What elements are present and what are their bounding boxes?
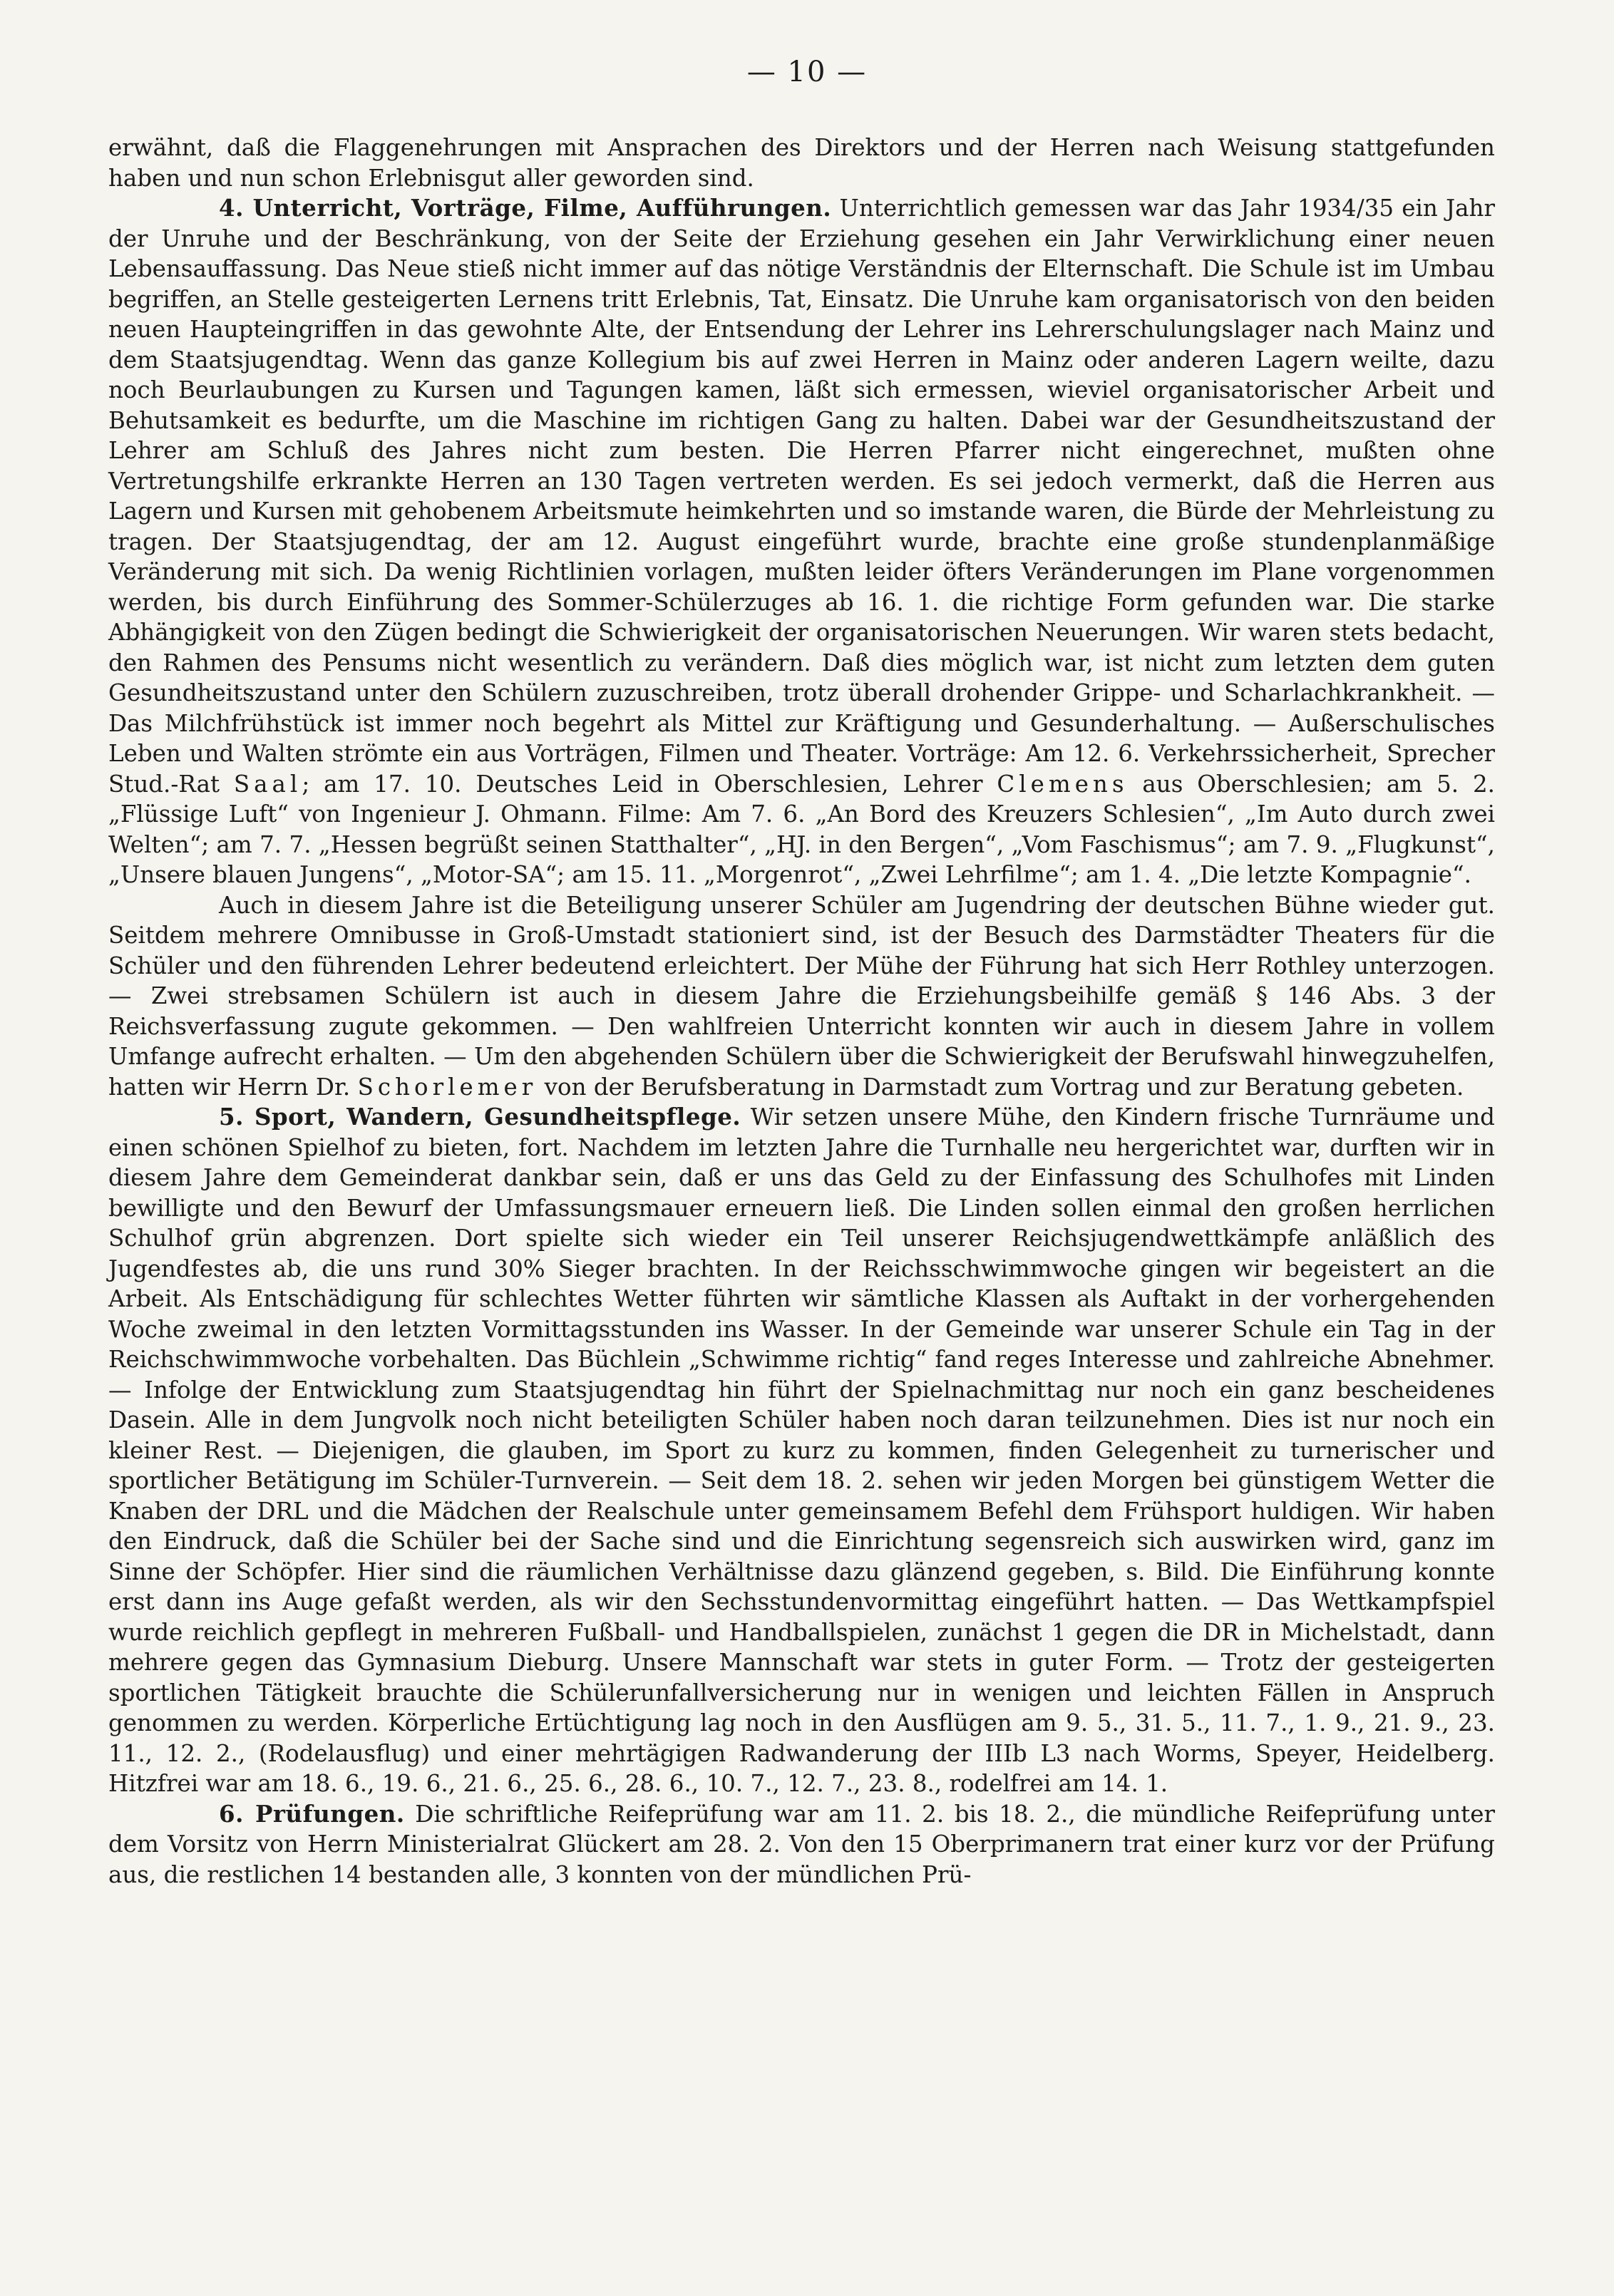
section-4-p2-text-a: Auch in diesem Jahre ist die Beteiligung unserer Schüler am Jugendring der deutschen Bühne wieder gut. Seitdem mehrere Omnibusse in Groß-Umstadt stationiert sind, ist der Besuch des Darmstädter Theaters für die Schüler und den führenden Lehrer bedeutend erleichtert. Der Mühe der Führung hat sich Herr Rothley unterzogen. — Zwei strebsamen Schülern ist auch in diesem Jahre die Erziehungsbeihilfe gemäß § 146 Abs. 3 der Reichsverfassung zugute gekommen. — Den wahlfreien Unterricht konnten wir auch in diesem Jahre in vollem Umfange aufrecht erhalten. — Um den abgehenden Schülern über die Schwierigkeit der Berufswahl hinwegzuhelfen, hatten wir Herrn Dr. — [108, 891, 1495, 1101]
section-6-text: Die schriftliche Reifeprüfung war am 11. 2. bis 18. 2., die mündliche Reifeprüfung unter dem Vorsitz von Herrn Ministerialrat Glückert am 28. 2. Von den 15 Oberprimanern trat einer kurz vor der Prüfung aus, die restlichen 14 bestanden alle, 3 konnten von der mündlichen Prü- — [108, 1800, 1495, 1888]
section-6-heading: 6. Prüfungen. — [219, 1799, 405, 1828]
section-4-text-c: aus Oberschlesien; am 5. 2. „Flüssige Luft“ von Ingenieur J. Ohmann. Filme: Am 7. 6. „An Bord des Kreuzers Schlesien“, „Im Auto durch zwei Welten“; am 7. 7. „Hessen begrüßt seinen Statthalter“, „HJ. in den Bergen“, „Vom Faschismus“; am 7. 9. „Flugkunst“, „Unsere blauen Jungens“, „Motor-SA“; am 15. 11. „Morgenrot“, „Zwei Lehrfilme“; am 1. 4. „Die letzte Kompagnie“. — [108, 770, 1495, 888]
document-body — [108, 133, 1495, 1890]
section-4-paragraph — [108, 193, 1495, 890]
section-5-heading: 5. Sport, Wandern, Gesundheitspflege. — [219, 1103, 741, 1131]
section-4-heading: 4. Unterricht, Vorträge, Filme, Aufführungen. — [219, 194, 832, 222]
intro-paragraph: erwähnt, daß die Flaggenehrungen mit Ansprachen des Direktors und der Herren nach Weisung stattgefunden haben und nun schon Erlebnisgut aller geworden sind. — [108, 134, 1495, 192]
section-4-p2-text-b: von der Berufsberatung in Darmstadt zum Vortrag und zur Beratung gebeten. — [537, 1073, 1464, 1101]
section-4-text-b: ; am 17. 10. Deutsches Leid in Oberschlesien, Lehrer — [302, 770, 997, 798]
speaker-name-saal: Saal — [233, 770, 302, 798]
section-6-paragraph — [108, 1799, 1495, 1890]
section-4-paragraph-2 — [108, 890, 1495, 1103]
page-number: — 10 — — [746, 56, 868, 88]
section-5-paragraph — [108, 1102, 1495, 1799]
section-4-text-a: Unterrichtlich gemessen war das Jahr 1934/35 ein Jahr der Unruhe und der Beschränkung, von der Seite der Erziehung gesehen ein Jahr Verwirklichung einer neuen Lebensauffassung. Das Neue stieß nicht immer auf das nötige Verständnis der Elternschaft. Die Schule ist im Umbau begriffen, an Stelle gesteigerten Lernens tritt Erlebnis, Tat, Einsatz. Die Unruhe kam organisatorisch von den beiden neuen Haupteingriffen in das gewohnte Alte, der Entsendung der Lehrer ins Lehrerschulungslager nach Mainz und dem Staatsjugendtag. Wenn das ganze Kollegium bis auf zwei Herren in Mainz oder anderen Lagern weilte, dazu noch Beurlaubungen zu Kursen und Tagungen kamen, läßt sich ermessen, wieviel organisatorischer Arbeit und Behutsamkeit es bedurfte, um die Maschine im richtigen Gang zu halten. Dabei war der Gesundheitszustand der Lehrer am Schluß des Jahres nicht zum besten. Die Herren Pfarrer nicht eingerechnet, mußten ohne Vertretungshilfe erkrankte Herren an 130 Tagen vertreten werden. Es sei jedoch vermerkt, daß die Herren aus Lagern und Kursen mit gehobenem Arbeitsmute heimkehrten und so imstande waren, die Bürde der Mehrleistung zu tragen. Der Staatsjugendtag, der am 12. August eingeführt wurde, brachte eine große stundenplanmäßige Veränderung mit sich. Da wenig Richtlinien vorlagen, mußten leider öfters Veränderungen im Plane vorgenommen werden, bis durch Einführung des Sommer-Schülerzuges ab 16. 1. die richtige Form gefunden war. Die starke Abhängigkeit von den Zügen bedingt die Schwierigkeit der organisatorischen Neuerungen. Wir waren stets bedacht, den Rahmen des Pensums nicht wesentlich zu verändern. Daß dies möglich war, ist nicht zum letzten dem guten Gesundheitszustand unter den Schülern zuzuschreiben, trotz überall drohender Grippe- und Scharlachkrankheit. — Das Milchfrühstück ist immer noch begehrt als Mittel zur Kräftigung und Gesunderhaltung. — Außerschulisches Leben und Walten strömte ein aus Vorträgen, Filmen und Theater. Vorträge: Am 12. 6. Verkehrssicherheit, Sprecher Stud.-Rat — [108, 195, 1495, 798]
speaker-name-clemens: Clemens — [997, 770, 1129, 798]
section-5-text: Wir setzen unsere Mühe, den Kindern frische Turnräume und einen schönen Spielhof zu bieten, fort. Nachdem im letzten Jahre die Turnhalle neu hergerichtet war, durften wir in diesem Jahre dem Gemeinderat dankbar sein, daß er uns das Geld zu der Einfassung des Schulhofes mit Linden bewilligte und den Bewurf der Umfassungsmauer erneuern ließ. Die Linden sollen einmal den großen herrlichen Schulhof grün abgrenzen. Dort spielte sich wieder ein Teil unserer Reichsjugendwettkämpfe anläßlich des Jugendfestes ab, die uns rund 30% Sieger brachten. In der Reichsschwimmwoche gingen wir begeistert an die Arbeit. Als Entschädigung für schlechtes Wetter führten wir sämtliche Klassen als Auftakt in der vorhergehenden Woche zweimal in den letzten Vormittagsstunden ins Wasser. In der Gemeinde war unserer Schule ein Tag in der Reichschwimmwoche vorbehalten. Das Büchlein „Schwimme richtig“ fand reges Interesse und zahlreiche Abnehmer. — Infolge der Entwicklung zum Staatsjugendtag hin führt der Spielnachmittag nur noch ein ganz bescheidenes Dasein. Alle in dem Jungvolk noch nicht beteiligten Schüler haben noch daran teilzunehmen. Dies ist nur noch ein kleiner Rest. — Diejenigen, die glauben, im Sport zu kurz zu kommen, finden Gelegenheit zu turnerischer und sportlicher Betätigung im Schüler-Turnverein. — Seit dem 18. 2. sehen wir jeden Morgen bei günstigem Wetter die Knaben der DRL und die Mädchen der Realschule unter gemeinsamem Befehl dem Frühsport huldigen. Wir haben den Eindruck, daß die Schüler bei der Sache sind und die Einrichtung segensreich sich auswirken wird, ganz im Sinne der Schöpfer. Hier sind die räumlichen Verhältnisse dazu glänzend gegeben, s. Bild. Die Einführung konnte erst dann ins Auge gefaßt werden, als wir den Sechsstundenvormittag eingeführt hatten. — Das Wettkampfspiel wurde reichlich gepflegt in mehreren Fußball- und Handballspielen, zunächst 1 gegen die DR in Michelstadt, dann mehrere gegen das Gymnasium Dieburg. Unsere Mannschaft war stets in guter Form. — Trotz der gesteigerten sportlichen Tätigkeit brauchte die Schülerunfallversicherung nur in wenigen und leichten Fällen in Anspruch genommen zu werden. Körperliche Ertüchtigung lag noch in den Ausflügen am 9. 5., 31. 5., 11. 7., 1. 9., 21. 9., 23. 11., 12. 2., (Rodelausflug) und einer mehrtägigen Radwanderung der IIIb L3 nach Worms, Speyer, Heidelberg. Hitzfrei war am 18. 6., 19. 6., 21. 6., 25. 6., 28. 6., 10. 7., 12. 7., 23. 8., rodelfrei am 14. 1. — [108, 1103, 1495, 1797]
advisor-name-schorlemer: Schorlemer — [357, 1073, 538, 1101]
